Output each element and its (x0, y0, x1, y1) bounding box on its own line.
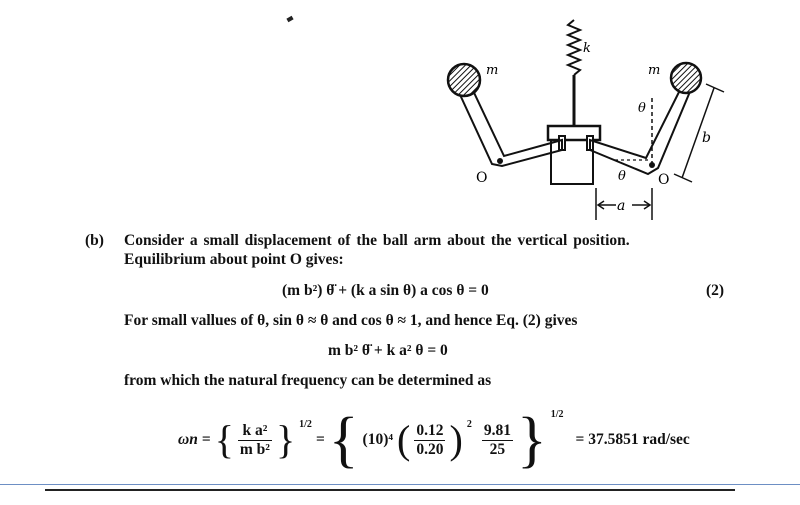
brace-left-2: { (328, 406, 359, 474)
equation-4 (178, 400, 690, 480)
left-ball (448, 64, 480, 96)
ten-power: (10)⁴ (362, 431, 394, 448)
fraction-2-den: 0.20 (416, 440, 444, 458)
right-ball (671, 63, 701, 93)
exponent-1: 1/2 (299, 418, 312, 430)
length-b-label: b (702, 130, 711, 146)
para2: For small vallues of θ, sin θ ≈ θ and cos θ ≈ 1, and hence Eq. (2) gives (124, 312, 578, 329)
mass-right-label: m (648, 63, 661, 78)
equation-3: m b² θ̈ + k a² θ = 0 (328, 342, 448, 359)
fraction-1 (238, 422, 272, 459)
bottom-rule (45, 489, 735, 491)
spring-label: k (583, 41, 591, 56)
pivot-left-label: O (476, 170, 488, 186)
mass-left-label: m (486, 63, 499, 78)
fraction-2-num: 0.12 (416, 421, 444, 439)
para1-line1: Consider a small displacement of the ball arm about the vertical position. (124, 232, 630, 249)
part-label: (b) (85, 232, 104, 249)
para3: from which the natural frequency can be determined as (124, 372, 492, 389)
fraction-1-den: m b² (239, 440, 270, 458)
brace-right-1: } (275, 417, 296, 462)
pivot-right-label: O (658, 172, 670, 188)
fraction-1-num: k a² (238, 422, 272, 441)
fraction-2 (414, 422, 445, 459)
paren-left: ( (397, 417, 411, 462)
fraction-3-num: 9.81 (483, 421, 511, 439)
brace-left-1: { (214, 417, 234, 462)
fraction-3 (482, 422, 513, 459)
equation-2: (m b²) θ̈ + (k a sin θ) a cos θ = 0 (282, 282, 489, 299)
omega-n: ωn (178, 431, 198, 448)
equals-2: = (315, 431, 325, 448)
paren-right: ) (449, 417, 463, 462)
spring (568, 20, 580, 75)
fraction-3-den: 25 (489, 440, 506, 458)
length-a-label: a (617, 198, 626, 214)
pendulum-figure (420, 8, 750, 230)
result: = 37.5851 rad/sec (575, 431, 690, 448)
brace-right-2: } (516, 406, 547, 474)
para1-line2: Equilibrium about point O gives: (124, 251, 344, 268)
equals-1: = (201, 431, 211, 448)
angle-top-label: θ (638, 101, 646, 116)
exponent-2: 1/2 (550, 408, 564, 420)
equation-2-number: (2) (706, 282, 725, 299)
square-exp: 2 (466, 418, 472, 430)
angle-bottom-label: θ (618, 169, 626, 184)
page-margin-line (0, 484, 800, 485)
stray-mark (286, 16, 293, 22)
